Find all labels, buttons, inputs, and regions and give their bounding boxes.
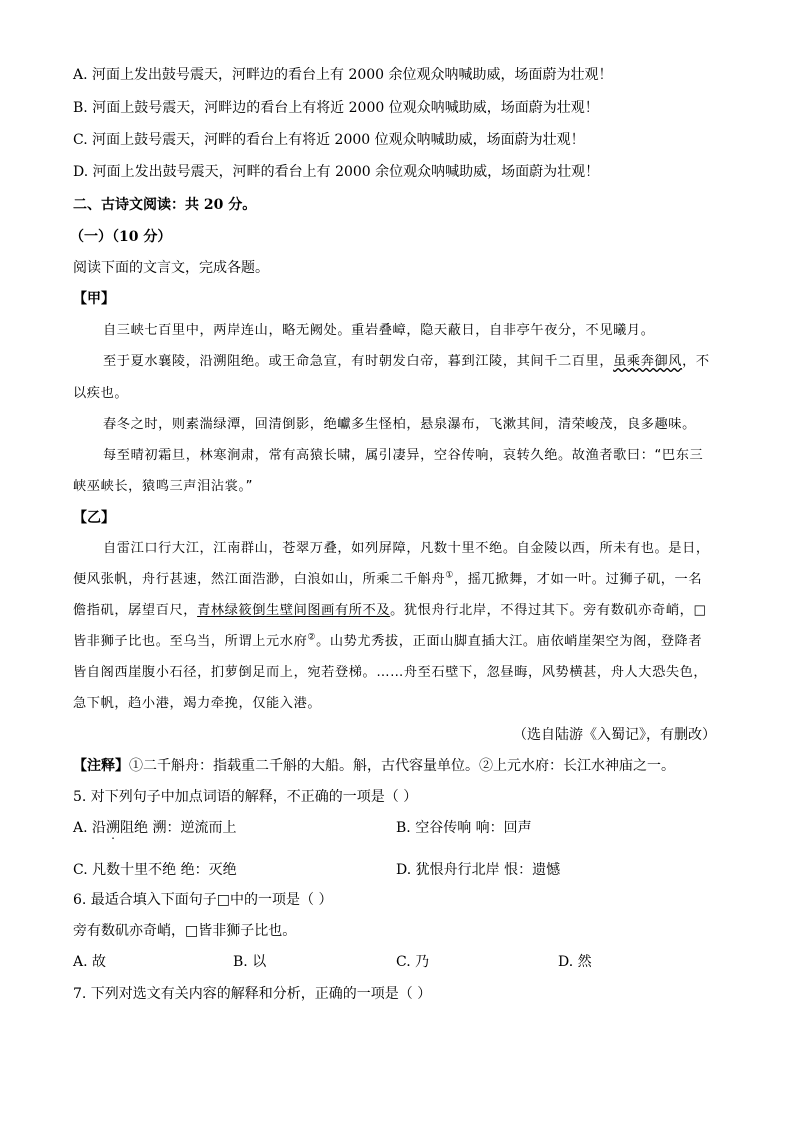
jia-paragraph-1: 自三峡七百里中，两岸连山，略无阙处。重岩叠嶂，隐天蔽日，自非亭午夜分，不见曦月。	[103, 323, 655, 338]
jia-p2-wavy-phrase: 虽乘奔御风	[613, 354, 683, 369]
q6-option-b: B. 以	[233, 954, 267, 970]
jia-label: 【甲】	[73, 291, 115, 307]
jia-paragraph-4: 每至晴初霜旦，林寒涧肃，常有高猿长啸，属引凄异，空谷传响，哀转久绝。故渔者歌曰：“巴东三	[103, 448, 704, 463]
q5-a-dotted-word: 溯	[106, 820, 121, 836]
notes-text: ①二千斛舟：指载重二千斛的大船。斛，古代容量单位。②上元水府：长江水神庙之一。	[129, 758, 675, 774]
yi-line-1: 自雷江口行大江，江南群山，苍翠万叠，如列屏障，凡数十里不绝。自金陵以西，所未有也。是日，	[103, 541, 710, 556]
q4-option-d: D. 河面上发出鼓号震天，河畔的看台上有 2000 余位观众呐喊助威，场面蔚为壮观！	[73, 164, 600, 180]
sub-title: （一）（10 分）	[70, 229, 172, 245]
yi-l3-underlined-sentence: 青林绿筱倒生壁间图画有所不及	[197, 603, 391, 618]
yi-l3-text-b: 。犹恨舟行北岸，不得过其下。旁有数矶亦奇峭，	[390, 603, 694, 618]
jia-paragraph-4-cont: 峡巫峡长，猿鸣三声泪沾裳。”	[73, 479, 254, 494]
jia-p2-text-a: 至于夏水襄陵，沿溯阻绝。或王命急宣，有时朝发白帝，暮到江陵，其间千二百里，	[103, 354, 614, 369]
section-title: 二、古诗文阅读：共 20 分。	[73, 197, 257, 213]
footnote-marker-2: ②	[307, 632, 317, 643]
q6-option-a: A. 故	[73, 954, 107, 970]
q7-stem: 7. 下列对选文有关内容的解释和分析，正确的一项是（ ）	[73, 986, 432, 1002]
q6-option-c: C. 乃	[396, 954, 430, 970]
yi-l4-text-a: 皆非狮子比也。至乌当，所谓上元水府	[73, 634, 308, 649]
q5-option-d: D. 犹恨舟行北岸 恨：遗憾	[396, 862, 561, 878]
q6-stem: 6. 最适合填入下面句子□中的一项是（ ）	[73, 892, 333, 908]
source-citation: （选自陆游《入蜀记》，有删改）	[513, 727, 716, 743]
yi-l2-text-a: 便风张帆，舟行甚速，然江面浩渺，白浪如山，所乘二千斛舟	[73, 572, 446, 587]
instruction: 阅读下面的文言文，完成各题。	[73, 260, 269, 276]
q5-option-b: B. 空谷传响 响：回声	[396, 820, 532, 836]
q4-option-b: B. 河面上鼓号震天，河畔边的看台上有将近 2000 位观众呐喊助威，场面蔚为壮观！	[73, 100, 599, 116]
yi-line-5: 皆自阁西崖腹小石径，扪萝倒足而上，宛若登梯。……舟至石壁下，忽昼晦，风势横甚，舟人大恐失色，	[73, 665, 708, 680]
yi-l2-text-b: ，摇兀掀舞，才如一叶。过狮子矶，一名	[453, 572, 703, 587]
footnote-marker-1: ①	[445, 570, 454, 581]
blank-box: □	[693, 603, 707, 618]
yi-line-2	[73, 571, 702, 589]
yi-label: 【乙】	[73, 510, 115, 526]
jia-paragraph-2-cont: 以疾也。	[73, 386, 129, 401]
yi-line-3	[73, 602, 707, 620]
q5-option-c: C. 凡数十里不绝 绝：灭绝	[73, 862, 237, 878]
jia-paragraph-2	[103, 353, 710, 371]
notes-label: 【注释】	[73, 758, 129, 774]
q5-a-suffix: 阻绝 溯：逆流而上	[120, 820, 237, 836]
yi-l3-text-a: 儋指矶，孱望百尺，	[73, 603, 198, 618]
yi-line-6: 急下帆，趋小港，竭力牵挽，仅能入港。	[73, 696, 322, 711]
q5-a-prefix: A. 沿	[73, 820, 107, 836]
notes	[73, 757, 675, 775]
q4-option-a: A. 河面上发出鼓号震天，河畔边的看台上有 2000 余位观众呐喊助威，场面蔚为壮观！	[73, 67, 613, 83]
q5-stem: 5. 对下列句子中加点词语的解释，不正确的一项是（ ）	[73, 789, 418, 805]
q4-option-c: C. 河面上鼓号震天，河畔的看台上有将近 2000 位观众呐喊助威，场面蔚为壮观！	[73, 132, 585, 148]
q5-option-a	[73, 819, 236, 837]
q6-option-d: D. 然	[558, 954, 592, 970]
yi-l4-text-b: 。山势尤秀拔，正面山脚直插大江。庙依峭崖架空为阁，登降者	[316, 634, 703, 649]
yi-line-4	[73, 633, 702, 651]
jia-paragraph-3: 春冬之时，则素湍绿潭，回清倒影，绝巘多生怪柏，悬泉瀑布，飞漱其间，清荣峻茂，良多趣味。	[103, 417, 696, 432]
q6-sentence: 旁有数矶亦奇峭，□皆非狮子比也。	[73, 923, 297, 939]
jia-p2-text-b: ，不	[682, 354, 710, 369]
